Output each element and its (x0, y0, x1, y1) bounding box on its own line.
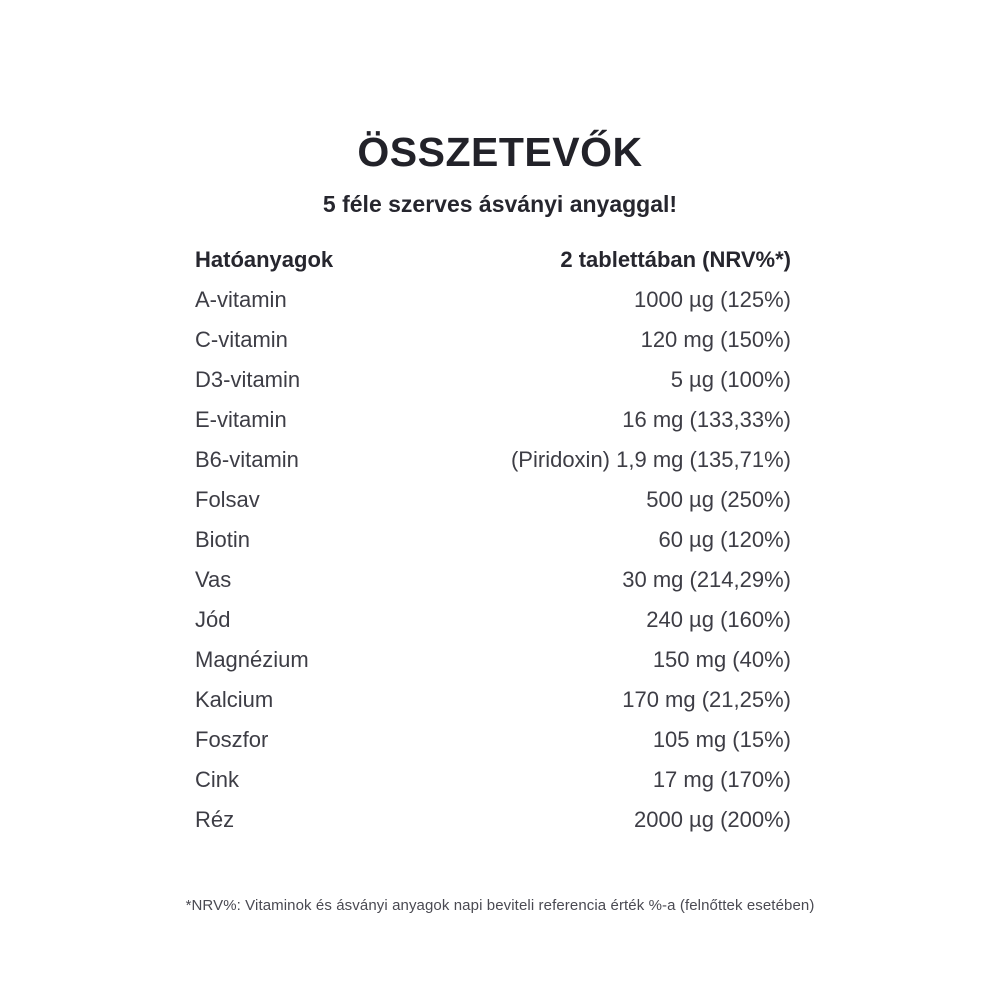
ingredient-amount: 17 mg (170%) (652, 767, 791, 792)
table-row (195, 800, 791, 840)
table-row (195, 320, 791, 360)
ingredient-name: Réz (195, 807, 235, 832)
ingredient-amount: 1000 µg (125%) (634, 287, 791, 312)
ingredient-name: E-vitamin (195, 407, 287, 432)
table-body (195, 280, 791, 840)
ingredient-amount: 170 mg (21,25%) (622, 687, 791, 712)
table-header-row (195, 240, 791, 280)
table-row (195, 440, 791, 480)
ingredients-table (195, 240, 791, 840)
header-ingredients-column: Hatóanyagok (195, 247, 334, 272)
ingredient-amount: 2000 µg (200%) (634, 807, 791, 832)
table-row (195, 560, 791, 600)
ingredient-amount: 150 mg (40%) (652, 647, 791, 672)
ingredient-amount: 105 mg (15%) (652, 727, 791, 752)
ingredient-name: B6-vitamin (195, 447, 299, 472)
ingredient-amount: (Piridoxin) 1,9 mg (135,71%) (510, 447, 791, 472)
ingredient-name: Cink (195, 767, 240, 792)
ingredient-amount: 500 µg (250%) (646, 487, 791, 512)
table-row (195, 360, 791, 400)
ingredient-name: Vas (195, 567, 232, 592)
subtitle: 5 féle szerves ásványi anyaggal! (322, 191, 678, 217)
ingredient-name: Magnézium (195, 647, 309, 672)
ingredient-name: C-vitamin (195, 327, 288, 352)
ingredient-name: Foszfor (195, 727, 269, 752)
table-row (195, 720, 791, 760)
table-row (195, 400, 791, 440)
table-row (195, 280, 791, 320)
ingredient-name: Jód (195, 607, 231, 632)
ingredient-amount: 16 mg (133,33%) (622, 407, 791, 432)
header-amount-column: 2 tablettában (NRV%*) (560, 247, 791, 272)
nrv-footnote: *NRV%: Vitaminok és ásványi anyagok napi beviteli referencia érték %-a (felnőttek esetében) (185, 897, 815, 914)
ingredient-name: A-vitamin (195, 287, 287, 312)
ingredient-amount: 240 µg (160%) (646, 607, 791, 632)
ingredient-amount: 120 mg (150%) (640, 327, 791, 352)
table-row (195, 760, 791, 800)
ingredient-amount: 60 µg (120%) (658, 527, 791, 552)
page-title: ÖSSZETEVŐK (357, 129, 643, 175)
ingredient-name: Kalcium (195, 687, 274, 712)
table-row (195, 480, 791, 520)
ingredient-amount: 5 µg (100%) (670, 367, 791, 392)
ingredient-amount: 30 mg (214,29%) (622, 567, 791, 592)
table-row (195, 640, 791, 680)
ingredient-name: Folsav (195, 487, 260, 512)
table-row (195, 520, 791, 560)
table-row (195, 600, 791, 640)
ingredient-name: D3-vitamin (195, 367, 301, 392)
table-row (195, 680, 791, 720)
ingredient-name: Biotin (195, 527, 251, 552)
